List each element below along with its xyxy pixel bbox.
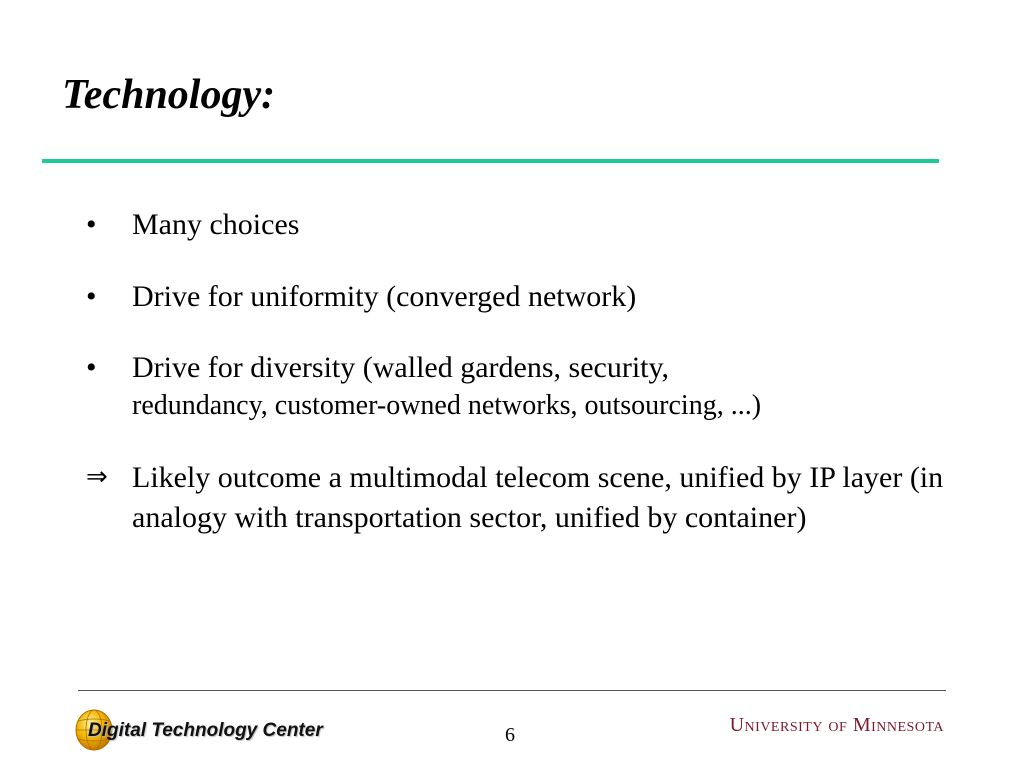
bullet-mark: • bbox=[86, 280, 97, 313]
bullet-text-line-2: redundancy, customer-owned networks, outsourcing, ...) bbox=[132, 390, 762, 421]
bullet-item bbox=[86, 279, 966, 315]
bullet-mark: • bbox=[86, 208, 97, 241]
bullet-mark: • bbox=[86, 351, 97, 384]
bullet-text bbox=[132, 350, 966, 426]
bullet-text: Many choices bbox=[132, 208, 300, 241]
slide-title: Technology: bbox=[62, 72, 276, 118]
digital-technology-center-logo bbox=[72, 708, 322, 752]
bullet-text-line-1: Drive for diversity (walled gardens, security, bbox=[132, 351, 670, 384]
bullet-item bbox=[86, 350, 966, 426]
dtc-logo-text: Digital Technology Center bbox=[88, 720, 323, 741]
implication-text: Likely outcome a multimodal telecom scene, unified by IP layer (in analogy with transportation sector, unified by container) bbox=[132, 461, 944, 534]
implies-arrow-icon: ⇒ bbox=[86, 462, 108, 492]
footer-divider bbox=[78, 690, 946, 691]
implication-item bbox=[86, 458, 966, 538]
bullet-item bbox=[86, 207, 966, 243]
bullet-text: Drive for uniformity (converged network) bbox=[132, 280, 637, 313]
university-of-minnesota-wordmark: University of Minnesota bbox=[729, 714, 944, 736]
page-number: 6 bbox=[505, 724, 515, 746]
